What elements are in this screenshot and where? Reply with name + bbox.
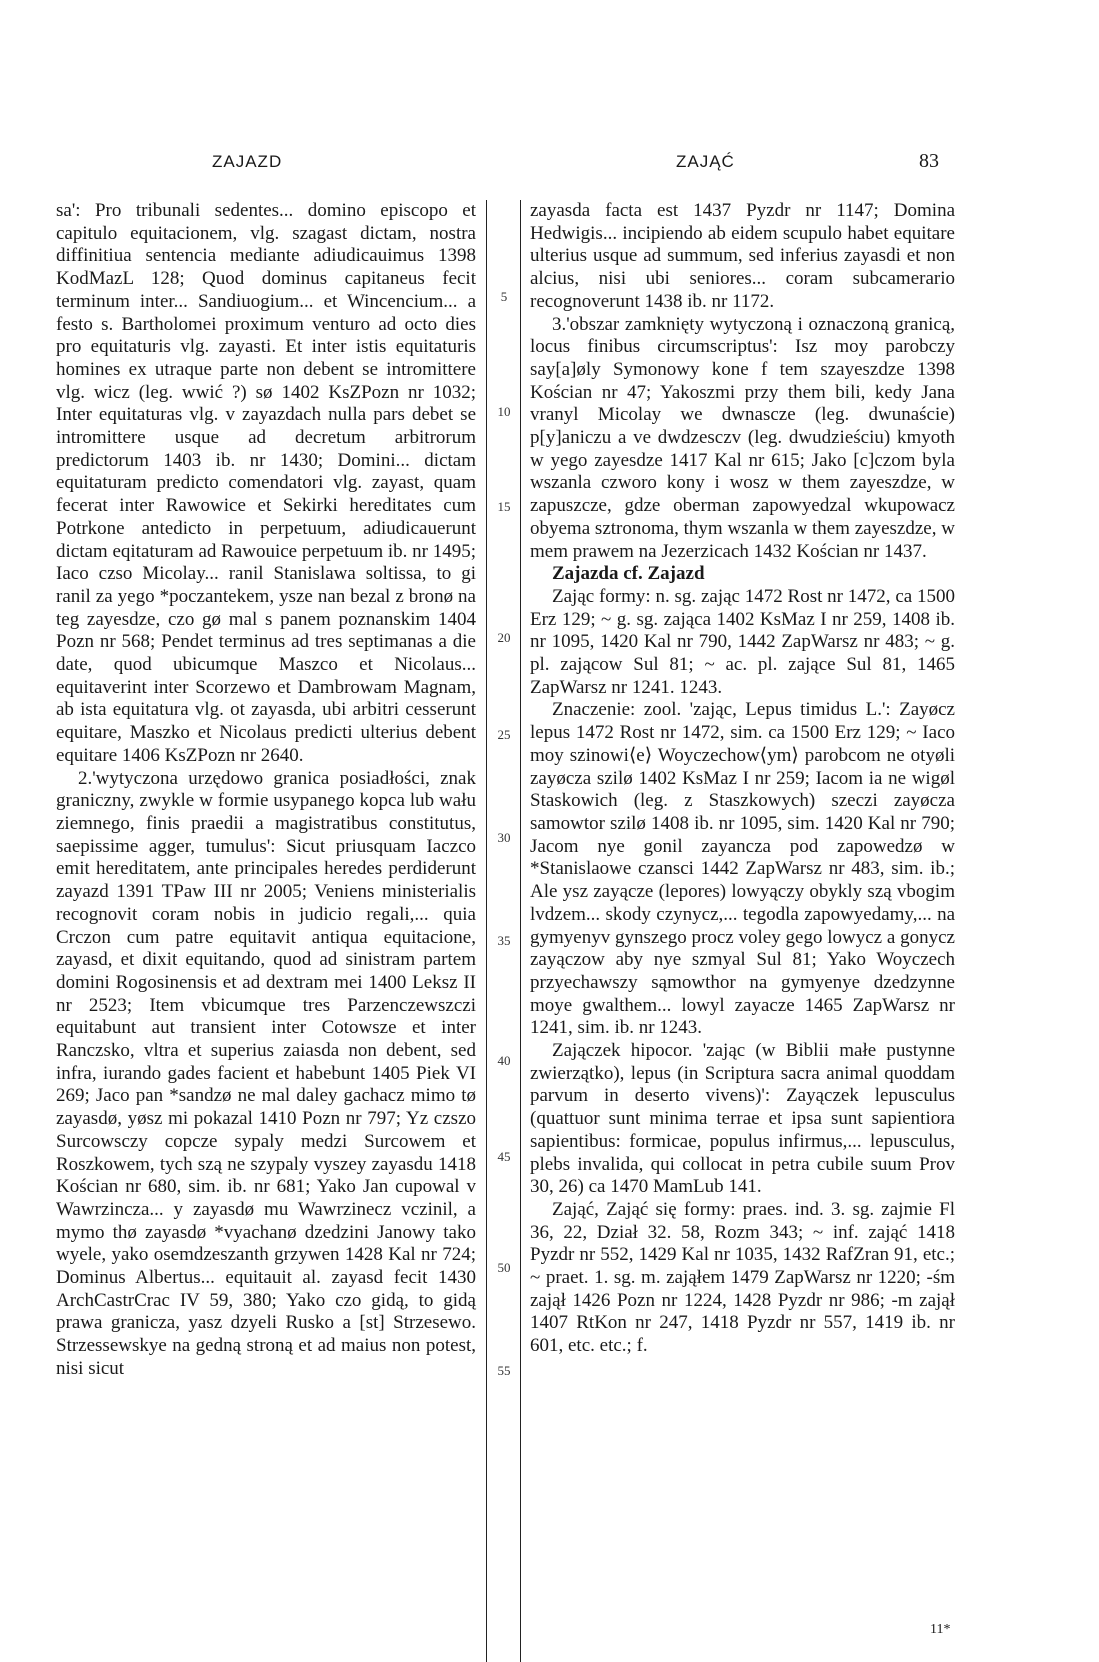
signature-mark: 11*: [930, 1622, 951, 1637]
column-rule-right: [520, 200, 521, 1662]
entry-paragraph: 2.'wytyczona urzędowo granica posiadłości, znak graniczny, zwykle w formie usypanego kopca lub wału ziemnego, finis praedii a magistratibus constitutus, saepissime agger, tumulus': Sicut priusquam Iaczco emit hereditatem, ante principales heredes perdiderunt zayazd 1391 TPaw III nr 2005; Veniens ministerialis recognovit coram nobis in judicio regali,... quia Crczon cum patre equitavit antiqua equitacione, zayasd, et dixit equitando, quod ad sinistram partem domini Rogosinensis et ad dextram mei 1400 Leksz II nr 2523; Item vbicumque tres Parzenczewszczi equitabunt aut transient inter Cotowsze et inter Ranczsko, vltra et superius zaiasda non debent, sed infra, iurando gades facient et habebunt 1405 Piek VI 269; Jaco pan *sandzø ne mal daley gachacz mimo tø zayasdø, yøsz mi pokazal 1410 Pozn nr 797; Yz czszo Surcowsczy copcze sypaly medzi Surcowem et Roszkowem, tych szą ne szypaly vyszey zayasdu 1418 Kościan nr 680, sim. ib. nr 681; Yako Jan cupowal v Wawrzincza... y zayasdø mu Wawrzinecz vczinil, a mymo thø zayasdø *vyachanø dzedzini Janowy tako wyele, yako osemdzeszanth grzywen 1428 Kal nr 724; Dominus Albertus... equitauit al. zayasd fecit 1430 ArchCastrCrac IV 59, 380; Yako czo gidą, to gidą prawa granicza, yasz dzyeli Rusko a [st] Strzesewo. Strzessewskye na gedną stroną et ad maius non potest, nisi sicut: [56, 767, 476, 1379]
line-number: 15: [497, 499, 511, 514]
entry-paragraph: Znaczenie: zool. 'zając, Lepus timidus L.': Zayøcz lepus 1472 Rost nr 1472, sim. ca 1500 Erz 129; ~ Iaco moy szinowi⟨e⟩ Woyczechow⟨ym⟩ parobcom ne otyøli zayøcza szilø 1402 KsMaz I nr 259; Iacom ia ne wigøl Staskowich (leg. z Staszkowych) szeczi zayøcza samowtor szilø 1408 ib. nr 1095, sim. 1420 Kal nr 790; Jacom nye gonil zayancza pod zapowedzø w *Stanislaowe czansci 1442 ZapWarsz nr 483, sim. ib.; Ale ysz zayącze (lepores) lowyączy obykly szą vbogim lvdzem... skody czynycz,... tegodla zapowyedamy,... na gymyenyv gynszego procz voley gego lowycz a gonycz zayączow aby nye szmyal Sul 81; Yako Woyczech przyechawszy sąmowthor na gymyenye dzedzynne moye gwalthem... lowyl zayacze 1465 ZapWarsz nr 1241, sim. ib. nr 1243.: [530, 699, 955, 1039]
running-head-left: ZAJAZD: [212, 152, 283, 171]
entry-paragraph: sa': Pro tribunali sedentes... domino episcopo et capitulo equitacionem, vlg. szagast dictam, nostra diffinitiua sentencia mediante adiudicauimus 1398 KodMazL 128; Quod dominus capitaneus fecit terminum inter... Sandiuogium... et Wincencium... a festo s. Bartholomei proximum venturo ad octo dies pro equitaturis vlg. zayasti. Et inter istis equitaturis homines ex utraque parte non debent se intromittere vlg. wicz (leg. wwić ?) sø 1402 KsZPozn nr 1032; Inter equitaturas vlg. v zayazdach nulla pars debet se intromittere usque ad decretum arbitrorum predictorum 1403 ib. nr 1430; Domini... dictam equitaturam predicto comendatori vlg. zayast, quam fecerat inter Rawowice et Sekirki hereditates cum Potrkone antedicto in perpetuum, adiudicauerunt dictam eqitaturam ad Rawouice perpetuum ib. nr 1495; Iaco czso Micolay... ranil Stanislawa soltissa, to gi ranil za yego *poczantekem, ysze nan bezal z bronø na teg zayesdze, czo gø mal s panem poznanskim 1404 Pozn nr 568; Pendet terminus ad tres septimanas a die date, quod ubicumque Maszco et Nicolaus... equitaverint inter Scorzewo et Dambrowam Magnam, ab ista equitatura vlg. ot zayasda, ubi arbitri cesserunt equitare, Maszko et Nicolaus predicti ulterius debent equitare 1406 KsZPozn nr 2640.: [56, 200, 476, 766]
page-number: 83: [919, 150, 939, 172]
line-number: 50: [497, 1260, 511, 1275]
line-number: 25: [497, 727, 511, 742]
line-number: 55: [497, 1363, 511, 1378]
entry-headword-zajazda: Zajazda cf. Zajazd: [552, 563, 705, 585]
entry-headword-zajaczek: Zajączek hipocor. 'zając (w Biblii małe pustynne zwierzątko), lepus (in Scriptura sacra animal quoddam parvum in deserto vivens)': Zayączek lepusculus (quattuor sunt minima terrae et ipsa sunt sapientiora sapientibus: formicae, populus infirmus,... lepusculus, plebs invalida, qui collocat in petra cubile suum Prov 30, 26) ca 1470 MamLub 141.: [530, 1040, 955, 1198]
line-number: 5: [500, 289, 508, 304]
line-number: 40: [497, 1053, 511, 1068]
line-number: 45: [497, 1149, 511, 1164]
entry-headword-zajac-sie: Zająć, Zająć się formy: praes. ind. 3. sg. zajmie Fl 36, 22, Dział 32. 58, Rozm 343; ~ inf. zająć 1418 Pyzdr nr 552, 1429 Kal nr 1035, 1432 RafZran 91, etc.; ~ praet. 1. sg. m. zająłem 1479 ZapWarsz nr 1220; -śm zajął 1426 Pozn nr 1224, 1428 Pyzdr nr 986; -m zajął 1407 RtKon nr 247, 1418 Pyzdr nr 557, 1419 ib. nr 601, etc. etc.; f.: [530, 1198, 955, 1357]
line-number: 35: [497, 933, 511, 948]
line-number: 10: [497, 404, 511, 419]
entry-paragraph: zayasda facta est 1437 Pyzdr nr 1147; Domina Hedwigis... incipiendo ab eidem scupulo habet equitare ulterius usque ad summum, sed inferius zayasdi et non alcius, nisi ubi seniores... coram subcamerario recognoverunt 1438 ib. nr 1172.: [530, 200, 955, 312]
left-column: [56, 200, 476, 1381]
entry-paragraph: 3.'obszar zamknięty wytyczoną i oznaczoną granicą, locus finibus circumscriptus': Isz moy parobczy say[a]øly Symonowy kone f tem szayeszdze 1398 Kościan nr 47; Yakoszmi przy them bili, kedy Jana vranyl Micolay we dwnascze (leg. dwunaście) p[y]aniczu a ve dwdzesczv (leg. dwudzieściu) kmyoth w yego zayesdze 1417 Kal nr 615; Jako [c]czom byla wszanla czworo kony i wosz w them zayeszdze, w zapuszcze, gdze oberman zapowyedzal wkupowacz obyema sztronoma, thym wszanla w them zayeszdze, w mem prawem na Jezerzicach 1432 Kościan nr 1437.: [530, 313, 955, 562]
column-rule-left: [486, 200, 487, 1662]
entry-headword-zajac: Zając formy: n. sg. zając 1472 Rost nr 1472, ca 1500 Erz 129; ~ g. sg. zająca 1402 KsMaz I nr 259, 1408 ib. nr 1095, 1420 Kal nr 790, 1442 ZapWarsz nr 483; ~ g. pl. zającow Sul 81; ~ ac. pl. zające Sul 81, 1465 ZapWarsz nr 1241. 1243.: [530, 585, 955, 698]
line-number: 20: [497, 630, 511, 645]
right-column: [530, 200, 955, 1358]
running-head-right: ZAJĄĆ: [676, 152, 735, 171]
line-number: 30: [497, 830, 511, 845]
